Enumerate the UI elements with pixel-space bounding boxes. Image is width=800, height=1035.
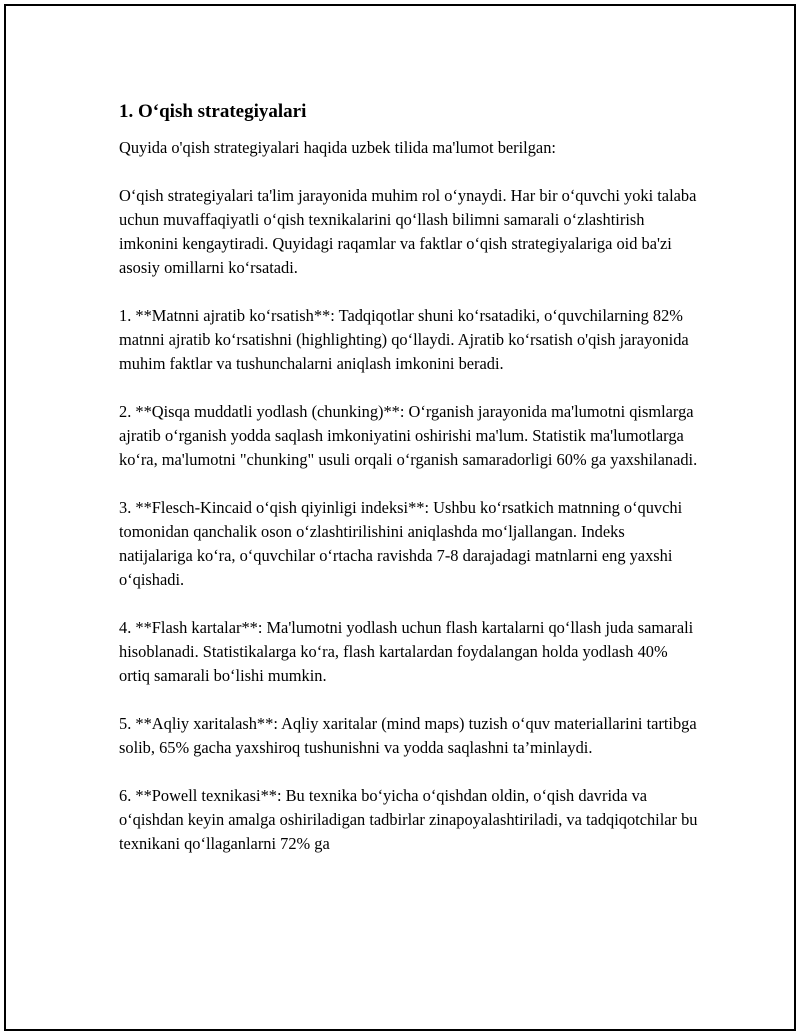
page-frame <box>4 4 796 1031</box>
paragraph-chunking: 2. **Qisqa muddatli yodlash (chunking)**: O‘rganish jarayonida ma'lumotni qismlarga ajratib o‘rganish yodda saqlash imkoniyatini oshirishi ma'lum. Statistik ma'lumotlarga ko‘ra, ma'lumotni "chunking" usuli orqali o‘rganish samaradorligi 60% ga yaxshilanadi. <box>119 402 698 469</box>
paragraph-flash-cards: 4. **Flash kartalar**: Ma'lumotni yodlash uchun flash kartalarni qo‘llash juda samarali hisoblanadi. Statistikalarga ko‘ra, flash kartalardan foydalangan holda yodlash 40% ortiq samarali bo‘lishi mumkin. <box>119 618 694 685</box>
paragraph-highlighting: 1. **Matnni ajratib ko‘rsatish**: Tadqiqotlar shuni ko‘rsatadiki, o‘quvchilarning 82% matnni ajratib ko‘rsatishni (highlighting) qo‘llaydi. Ajratib ko‘rsatish o'qish jarayonida muhim faktlar va tushunchalarni aniqlash imkonini beradi. <box>119 306 689 373</box>
paragraph-overview: O‘qish strategiyalari ta'lim jarayonida muhim rol o‘ynaydi. Har bir o‘quvchi yoki talaba uchun muvaffaqiyatli o‘qish texnikalarini qo‘llash bilimni samarali o‘zlashtirish imkonini kengaytiradi. Quyidagi raqamlar va faktlar o‘qish strategiyalariga oid ba'zi asosiy omillarni ko‘rsatadi. <box>119 186 697 277</box>
paragraph-mind-maps: 5. **Aqliy xaritalash**: Aqliy xaritalar (mind maps) tuzish o‘quv materiallarini tartibga solib, 65% gacha yaxshiroq tushunishni va yodda saqlashni ta’minlaydi. <box>119 714 697 757</box>
intro-text: Quyida o'qish strategiyalari haqida uzbek tilida ma'lumot berilgan: <box>119 138 556 157</box>
section-heading: 1. O‘qish strategiyalari <box>119 101 307 122</box>
paragraph-powell: 6. **Powell texnikasi**: Bu texnika bo‘yicha o‘qishdan oldin, o‘qish davrida va o‘qishdan keyin amalga oshiriladigan tadbirlar zinapoyalashtiriladi, va tadqiqotchilar bu texnikani qo‘llaganlarni 72% ga <box>119 786 698 853</box>
document-content <box>119 98 699 880</box>
paragraph-flesch-kincaid: 3. **Flesch-Kincaid o‘qish qiyinligi indeksi**: Ushbu ko‘rsatkich matnning o‘quvchi tomonidan qanchalik oson o‘zlashtirilishini aniqlashda mo‘ljallangan. Indeks natijalariga ko‘ra, o‘quvchilar o‘rtacha ravishda 7-8 darajadagi matnlarni eng yaxshi o‘qishadi. <box>119 498 683 589</box>
